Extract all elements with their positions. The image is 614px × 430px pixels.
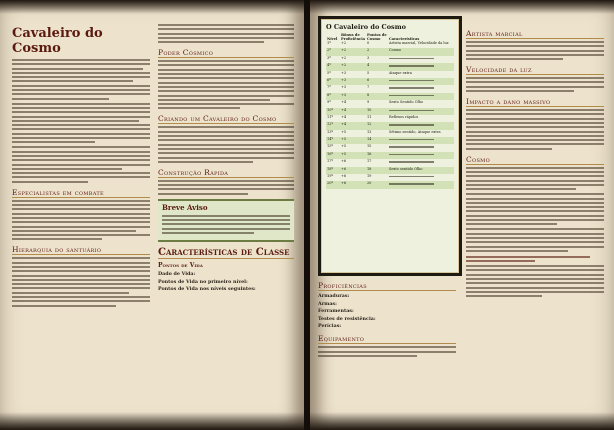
intro-paragraph-3 xyxy=(12,146,150,182)
table-cell-feature: Reflexos rápidos xyxy=(388,114,419,119)
heading-equipamento: Equipamento xyxy=(318,334,456,344)
table-cell-level: 2º xyxy=(326,48,340,55)
table-cell-level: 7º xyxy=(327,85,331,90)
feature-placeholder xyxy=(389,161,434,162)
table-cell-prof: +2 xyxy=(340,48,366,55)
table-row xyxy=(326,130,454,137)
heading-poder-cosmico: Poder Cósmico xyxy=(158,48,294,58)
table-cell-cosmo: 11 xyxy=(366,114,372,119)
table-cell-level: 11º xyxy=(327,114,334,119)
table-cell-feature xyxy=(388,122,454,129)
table-row xyxy=(326,71,454,78)
page-title: Cavaleiro do Cosmo xyxy=(12,26,103,56)
table-cell-level: 17º xyxy=(327,159,334,164)
table-cell-prof: +2 xyxy=(341,55,347,60)
class-table-title: O Cavaleiro do Cosmo xyxy=(326,23,406,31)
table-cell-cosmo: 15 xyxy=(366,144,372,149)
table-cell-prof: +5 xyxy=(340,152,366,159)
cosmo-text-3 xyxy=(466,228,604,251)
table-cell-cosmo: 9 xyxy=(366,100,370,105)
table-row xyxy=(326,115,454,122)
feature-placeholder xyxy=(389,154,434,155)
table-cell-prof: +6 xyxy=(340,167,366,174)
table-cell-feature xyxy=(388,174,454,181)
table-cell-prof: +3 xyxy=(341,85,347,90)
table-cell-feature: Artista marcial, Velocidade da luz xyxy=(388,41,449,45)
table-cell-feature xyxy=(388,56,454,63)
table-cell-cosmo: 12 xyxy=(366,122,388,129)
table-cell-feature xyxy=(388,144,454,151)
table-cell-feature: Cosmo xyxy=(388,48,454,55)
prof-ferramentas: Ferramentas: xyxy=(318,308,354,315)
table-cell-cosmo: 3 xyxy=(366,55,370,60)
table-cell-cosmo: 18 xyxy=(366,167,388,174)
feature-placeholder xyxy=(389,58,434,59)
table-cell-cosmo: 13 xyxy=(366,129,372,134)
table-cell-feature xyxy=(388,152,454,159)
hp-dado: Dado de Vida: xyxy=(158,271,196,278)
table-cell-prof: +5 xyxy=(341,129,347,134)
heading-construcao: Construção Rápida xyxy=(158,168,294,178)
col-cosmo: Pontos de Cosmo xyxy=(366,33,387,41)
table-cell-feature xyxy=(388,78,454,85)
table-cell-feature xyxy=(388,85,454,92)
feature-placeholder xyxy=(389,65,434,66)
table-row xyxy=(326,159,454,166)
left-column-1 xyxy=(12,26,150,310)
equipamento-text xyxy=(318,346,456,357)
table-cell-prof: +5 xyxy=(341,144,347,149)
table-cell-level: 13º xyxy=(327,129,334,134)
table-cell-cosmo: 2 xyxy=(366,48,388,55)
feature-placeholder xyxy=(389,80,434,81)
feature-placeholder xyxy=(389,110,434,111)
table-cell-feature xyxy=(388,159,454,166)
impacto-text xyxy=(466,109,604,150)
table-cell-level: 20º xyxy=(326,181,340,188)
class-table xyxy=(326,33,454,189)
table-cell-cosmo: 4 xyxy=(366,63,388,70)
table-row xyxy=(326,152,454,159)
table-cell-prof: +4 xyxy=(341,100,347,105)
table-cell-prof: +6 xyxy=(341,174,347,179)
intro-paragraph xyxy=(12,59,150,100)
heading-impacto: Impacto a dano massivo xyxy=(466,97,604,107)
prof-testes: Testes de resistência: xyxy=(318,315,376,322)
col-nivel: Nível xyxy=(327,37,338,41)
table-cell-feature: Ataque extra xyxy=(388,70,412,75)
cosmo-text xyxy=(466,167,604,190)
heading-cosmo: Cosmo xyxy=(466,155,604,165)
heading-pontos-vida: Pontos de Vida xyxy=(158,262,203,270)
table-cell-prof: +3 xyxy=(341,70,347,75)
sidebar-title: Breve Aviso xyxy=(162,202,208,212)
table-row xyxy=(326,108,454,115)
col-caracteristicas: Características xyxy=(388,37,420,41)
table-cell-cosmo: 8 xyxy=(366,93,388,100)
table-cell-feature: Sétimo sentido, Ataque extra xyxy=(388,129,441,134)
heading-velocidade: Velocidade da luz xyxy=(466,65,604,75)
poder-cosmico-text xyxy=(158,60,294,109)
table-cell-level: 12º xyxy=(326,122,340,129)
sidebar-breve-aviso xyxy=(158,199,294,242)
table-row xyxy=(326,93,454,100)
prof-armaduras: Armaduras: xyxy=(318,293,350,299)
feature-placeholder xyxy=(389,176,434,177)
table-cell-cosmo: 6 xyxy=(366,78,388,85)
table-cell-cosmo: 16 xyxy=(366,152,388,159)
table-cell-level: 16º xyxy=(326,152,340,159)
table-cell-cosmo: 20 xyxy=(366,181,388,188)
right-column-2 xyxy=(466,24,604,300)
table-cell-feature xyxy=(388,137,454,144)
table-cell-prof: +3 xyxy=(340,93,366,100)
feature-placeholder xyxy=(389,146,434,147)
heading-proficiencias: Proficiências xyxy=(318,281,456,291)
table-row xyxy=(326,167,454,174)
table-cell-level: 10º xyxy=(326,108,340,115)
cosmo-text-4 xyxy=(466,265,604,297)
hierarquia-text xyxy=(12,257,150,306)
table-row xyxy=(326,122,454,129)
table-cell-prof: +2 xyxy=(341,41,347,45)
table-cell-level: 4º xyxy=(326,63,340,70)
table-row xyxy=(326,41,454,48)
table-cell-cosmo: 10 xyxy=(366,108,388,115)
feature-placeholder xyxy=(389,95,434,96)
class-table-frame xyxy=(318,16,462,276)
table-cell-cosmo: 17 xyxy=(366,159,372,164)
feature-placeholder xyxy=(389,183,434,184)
table-row xyxy=(326,181,454,188)
continued-text xyxy=(158,24,294,43)
table-cell-level: 18º xyxy=(326,167,340,174)
table-cell-cosmo: 14 xyxy=(366,137,388,144)
left-page xyxy=(0,0,304,430)
especialistas-text xyxy=(12,200,150,241)
heading-criando: Criando um Cavaleiro do Cosmo xyxy=(158,114,294,124)
table-cell-feature xyxy=(388,108,454,115)
cosmo-text-2 xyxy=(466,193,604,225)
heading-artista: Artista marcial xyxy=(466,29,604,39)
feature-placeholder xyxy=(389,139,434,140)
table-row xyxy=(326,85,454,92)
table-row xyxy=(326,174,454,181)
table-cell-level: 5º xyxy=(327,70,331,75)
table-cell-prof: +6 xyxy=(341,159,347,164)
table-row xyxy=(326,137,454,144)
table-cell-feature: Sexto sentido Olho xyxy=(388,167,454,174)
table-cell-feature xyxy=(388,93,454,100)
table-cell-prof: +6 xyxy=(340,181,366,188)
table-cell-cosmo: 5 xyxy=(366,70,370,75)
intro-paragraph-2 xyxy=(12,103,150,144)
table-cell-feature xyxy=(388,63,454,70)
class-table-body xyxy=(326,41,454,189)
table-cell-cosmo: 19 xyxy=(366,174,372,179)
table-row xyxy=(326,63,454,70)
heading-caracteristicas: Características de Classe xyxy=(158,247,294,259)
table-cell-prof: +2 xyxy=(340,63,366,70)
prof-armas: Armas: xyxy=(318,300,337,307)
velocidade-text xyxy=(466,77,604,92)
table-cell-level: 6º xyxy=(326,78,340,85)
prof-pericias: Perícias: xyxy=(318,323,342,330)
table-cell-prof: +3 xyxy=(340,78,366,85)
table-cell-feature xyxy=(388,181,454,188)
hp-seguintes: Pontos de Vida nos níveis seguintes: xyxy=(158,286,256,293)
table-cell-feature: Sexto Sentido Olho xyxy=(388,100,424,105)
cosmo-callout xyxy=(466,256,604,262)
table-cell-cosmo: 0 xyxy=(366,41,370,45)
table-row xyxy=(326,100,454,107)
col-proficiencia: Bônus de Proficiência xyxy=(341,33,365,41)
feature-placeholder xyxy=(389,87,434,88)
heading-hierarquia: Hierarquia do santuário xyxy=(12,245,150,255)
table-row xyxy=(326,144,454,151)
feature-placeholder xyxy=(389,124,434,125)
table-row xyxy=(326,56,454,63)
artista-text xyxy=(466,41,604,60)
heading-especialistas: Especialistas em combate xyxy=(12,188,150,198)
table-cell-level: 3º xyxy=(327,55,331,60)
right-page xyxy=(310,0,614,430)
table-cell-prof: +4 xyxy=(340,122,366,129)
table-cell-level: 8º xyxy=(326,93,340,100)
table-cell-level: 14º xyxy=(326,137,340,144)
left-column-2 xyxy=(158,24,294,294)
construcao-text xyxy=(158,180,294,195)
table-cell-prof: +5 xyxy=(340,137,366,144)
right-column-1-lower xyxy=(318,276,456,360)
table-cell-level: 19º xyxy=(327,174,334,179)
hp-primeiro: Pontos de Vida no primeiro nível: xyxy=(158,278,248,285)
table-cell-prof: +4 xyxy=(340,108,366,115)
table-cell-level: 15º xyxy=(327,144,334,149)
table-cell-cosmo: 7 xyxy=(366,85,370,90)
table-row xyxy=(326,78,454,85)
table-row xyxy=(326,48,454,55)
table-cell-level: 9º xyxy=(327,100,331,105)
table-cell-prof: +4 xyxy=(341,114,347,119)
table-cell-level: 1º xyxy=(327,41,331,45)
criando-text xyxy=(158,126,294,162)
